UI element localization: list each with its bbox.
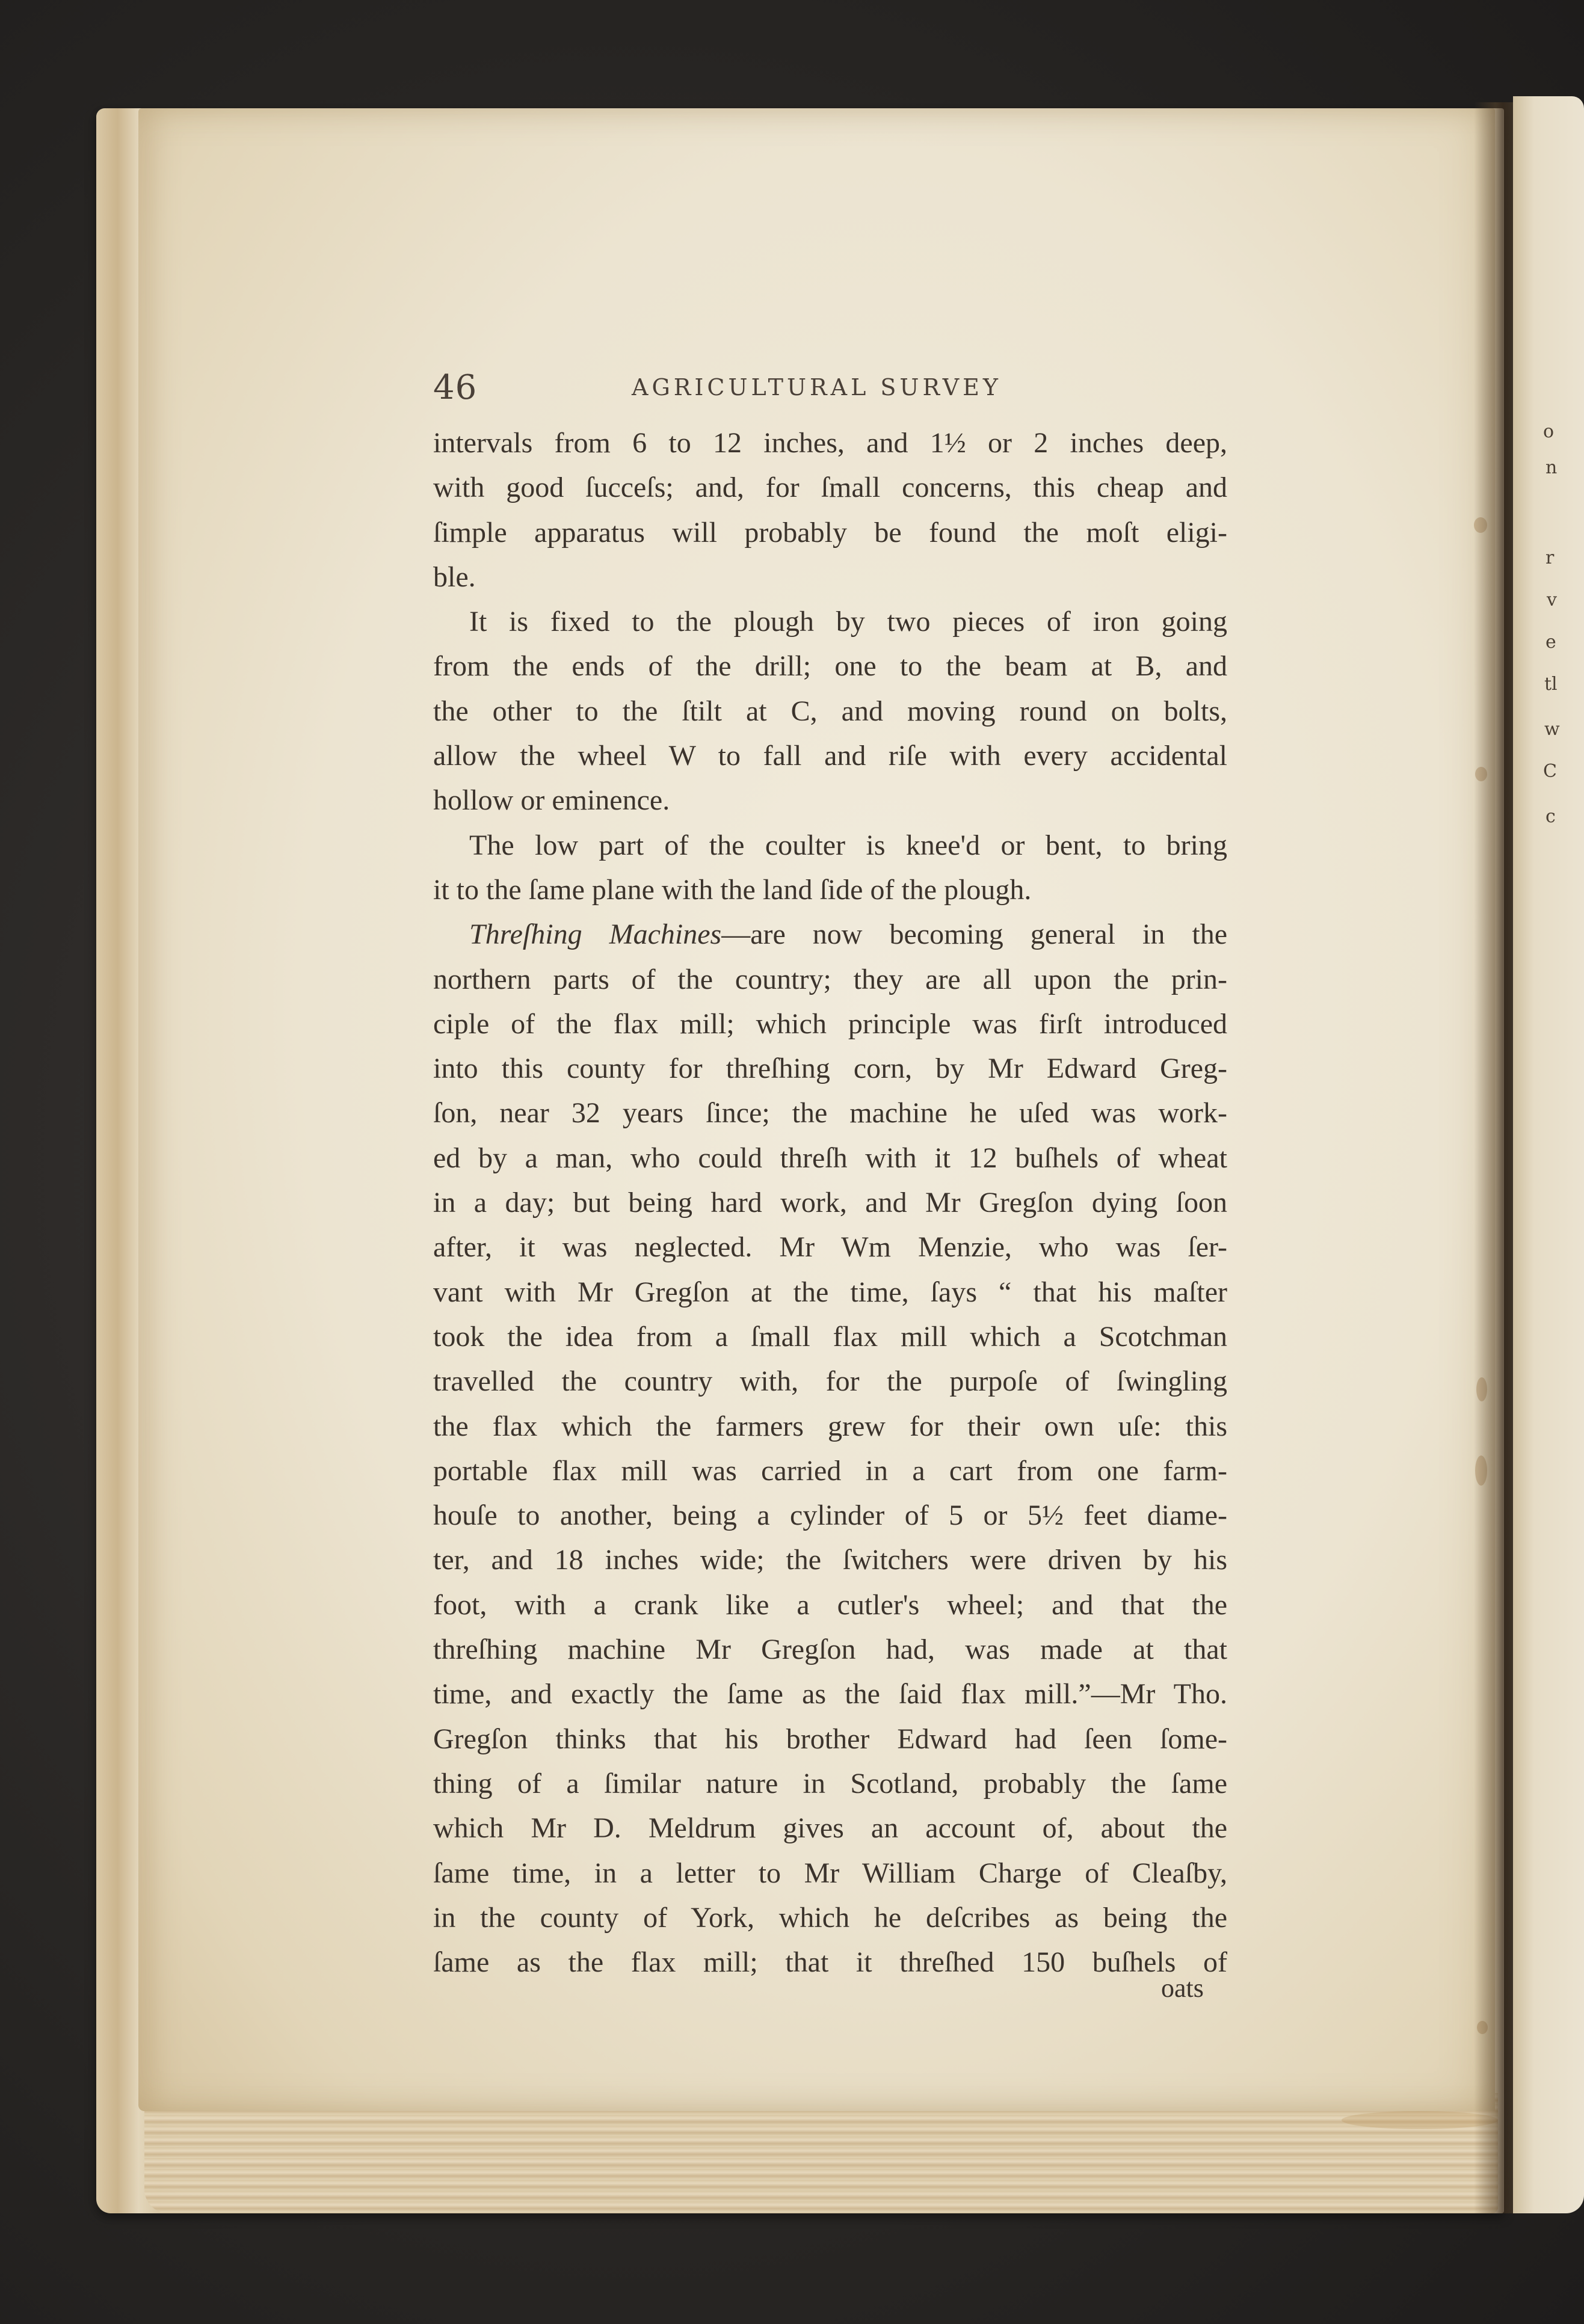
page-number: 46 (433, 368, 478, 407)
facing-page-fragment: o (1543, 421, 1555, 442)
text-line: in the county of York, which he deſcribes as being the (433, 1901, 1227, 1934)
text-line: time, and exactly the ſame as the ſaid flax mill.”—Mr Tho. (433, 1678, 1227, 1711)
text-line: vant with Mr Gregſon at the time, ſays “ that his maſter (433, 1276, 1227, 1308)
text-line: it to the ſame plane with the land ſide of the plough. (433, 873, 1032, 906)
text-line: ſon, near 32 years ſince; the machine he uſed was work- (433, 1097, 1227, 1130)
text-line: after, it was neglected. Mr Wm Menzie, who was ſer- (433, 1231, 1227, 1264)
text-line: intervals from 6 to 12 inches, and 1½ or 2 inches deep, (433, 427, 1227, 459)
facing-page-fragment: c (1545, 806, 1556, 827)
text-line: hollow or eminence. (433, 784, 670, 817)
text-line: with good ſucceſs; and, for ſmall concerns, this cheap and (433, 472, 1227, 504)
facing-page-fragment: r (1545, 547, 1555, 568)
text-line: into this county for threſhing corn, by Mr Edward Greg- (433, 1053, 1227, 1085)
text-line: northern parts of the country; they are all upon the prin- (433, 963, 1227, 995)
text-line: portable flax mill was carried in a cart from one farm- (433, 1454, 1227, 1487)
text-line: Gregſon thinks that his brother Edward had ſeen ſome- (433, 1723, 1227, 1755)
text-line: allow the wheel W to fall and riſe with every accidental (433, 740, 1227, 772)
facing-page-fragment: n (1545, 457, 1558, 478)
body-text (433, 421, 1227, 1985)
text-line: in a day; but being hard work, and Mr Gregſon dying ſoon (433, 1187, 1227, 1219)
facing-page-fragment: w (1544, 719, 1560, 740)
facing-page-fragment: v (1547, 589, 1557, 610)
text-line: ſame time, in a letter to Mr William Charge of Cleaſby, (433, 1857, 1227, 1889)
text-line: the other to the ſtilt at C, and moving round on bolts, (433, 695, 1227, 727)
text-line: from the ends of the drill; one to the beam at B, and (433, 650, 1227, 683)
text-line: ſimple apparatus will probably be found the moſt eligi- (433, 516, 1227, 549)
section-heading-italic: Threſhing Machines (469, 918, 722, 951)
page-edges-bottom (144, 2093, 1498, 2213)
text-line: ter, and 18 inches wide; the ſwitchers were driven by his (433, 1544, 1227, 1576)
text-line: which Mr D. Meldrum gives an account of, about the (433, 1812, 1227, 1845)
running-head-title: AGRICULTURAL SURVEY (632, 374, 1002, 401)
text-line: houſe to another, being a cylinder of 5 or 5½ feet diame- (433, 1499, 1227, 1532)
facing-page-fragment: C (1543, 761, 1557, 782)
text-line: foot, with a crank like a cutler's wheel; and that the (433, 1588, 1227, 1621)
text-line: It is fixed to the plough by two pieces of iron going (469, 606, 1227, 638)
facing-page-fragment: e (1545, 632, 1556, 653)
text-line: ed by a man, who could threſh with it 12 buſhels of wheat (433, 1142, 1227, 1174)
text-line: the flax which the farmers grew for their own uſe: this (433, 1410, 1227, 1442)
text-line: ble. (433, 561, 476, 593)
text-line: ſame as the flax mill; that it threſhed 150 buſhels of (433, 1946, 1227, 1979)
text-line: thing of a ſimilar nature in Scotland, probably the ſame (433, 1767, 1227, 1800)
text-line: took the idea from a ſmall flax mill which a Scotchman (433, 1320, 1227, 1353)
facing-page-fragment: tl (1544, 674, 1558, 695)
text-line: threſhing machine Mr Gregſon had, was made at that (433, 1634, 1227, 1666)
text-line-rest: —are now becoming general in the (721, 918, 1228, 951)
text-line (433, 912, 1227, 957)
running-head (433, 368, 1227, 410)
catchword: oats (1161, 1973, 1204, 2003)
facing-page (1513, 96, 1584, 2213)
text-line: ciple of the flax mill; which principle was firſt introduced (433, 1007, 1227, 1040)
text-line: The low part of the coulter is knee'd or bent, to bring (469, 829, 1227, 861)
text-line: travelled the country with, for the purpoſe of ſwingling (433, 1365, 1227, 1398)
